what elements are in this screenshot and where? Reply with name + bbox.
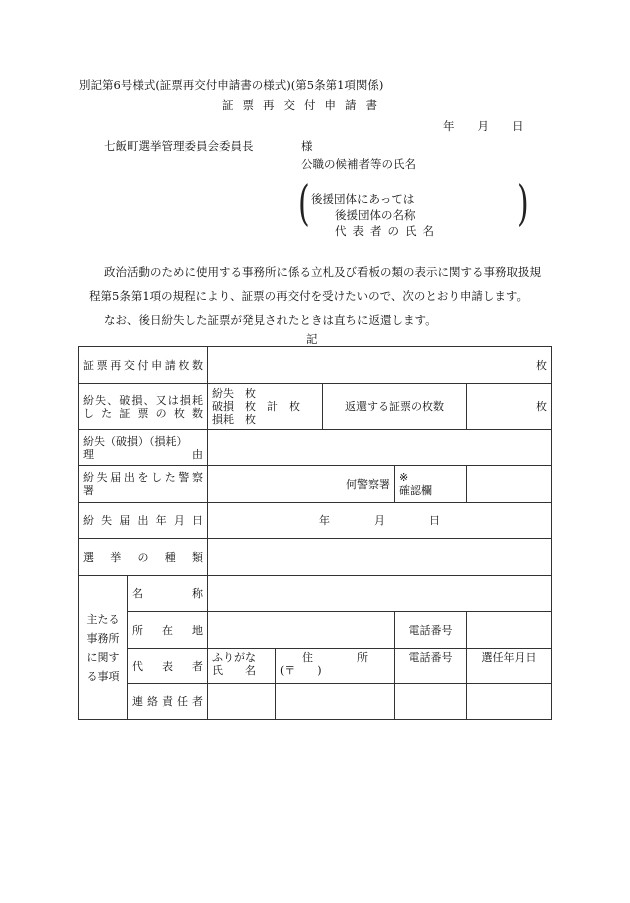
return-count-label: 返還する証票の枚数 (323, 384, 467, 430)
support-group-name-label: 後援団体の名称 (335, 208, 416, 222)
lost-count-label: 紛失、破損、又は損耗した証票の枚数 (79, 384, 208, 430)
office-name-label: 名 称 (128, 576, 208, 612)
election-type-label: 選挙の種類 (79, 539, 208, 576)
return-count-field[interactable] (467, 384, 552, 430)
left-bracket: ( (298, 176, 310, 233)
reissue-count-label: 証票再交付申請枚数 (79, 347, 208, 384)
election-type-field[interactable] (208, 539, 552, 576)
return-count-unit: 枚 (536, 400, 547, 413)
rep-name-cell[interactable]: ふりがな 氏 名 (208, 649, 276, 684)
contact-address-field[interactable] (276, 684, 395, 720)
rep-term-label: 選任年月日 (467, 649, 552, 684)
report-date-label: 紛失届出年月日 (79, 503, 208, 539)
application-form-table (78, 346, 552, 720)
main-office-section-label: 主たる 事務所 に関す る事項 (79, 576, 128, 720)
contact-name-field[interactable] (208, 684, 276, 720)
honorific: 様 (301, 139, 313, 153)
lost-count-line: 紛失 枚 (212, 387, 256, 400)
contact-person-label: 連絡責任者 (128, 684, 208, 720)
office-phone-label: 電話番号 (395, 612, 467, 649)
office-name-field[interactable] (208, 576, 552, 612)
representative-name-label: 代表者の氏名 (335, 224, 440, 238)
date-line: 年 月 日 (443, 119, 524, 133)
rep-phone-label: 電話番号 (395, 649, 467, 684)
body-line-2: 程第5条第1項の規程により、証票の再交付を受けたいので、次のとおり申請します。 (89, 289, 528, 303)
damaged-count-line: 破損 枚 計 枚 (212, 400, 300, 413)
body-line-1: 政治活動のために使用する事務所に係る立札及び看板の類の表示に関する事務取扱規 (104, 265, 541, 279)
right-bracket: ) (517, 176, 529, 233)
addressee: 七飯町選挙管理委員会委員長 (104, 139, 254, 153)
office-location-label: 所 在 地 (128, 612, 208, 649)
reissue-count-unit: 枚 (536, 358, 547, 372)
office-phone-field[interactable] (467, 612, 552, 649)
contact-term-field[interactable] (467, 684, 552, 720)
ki-mark: 記 (306, 332, 318, 346)
form-reference: 別記第6号様式(証票再交付申請書の様式)(第5条第1項関係) (79, 78, 384, 92)
contact-phone-field[interactable] (395, 684, 467, 720)
worn-count-line: 損耗 枚 (212, 413, 256, 426)
police-station-suffix: 何警察署 (346, 477, 390, 491)
reason-field[interactable] (208, 430, 552, 466)
representative-label: 代 表 者 (128, 649, 208, 684)
rep-address-cell[interactable]: 住 所 (〒 ) (276, 649, 395, 684)
confirmation-field[interactable] (467, 466, 552, 503)
reason-label: 紛失（破損）（損耗） 理 由 (79, 430, 208, 466)
lost-count-breakdown[interactable] (208, 384, 323, 430)
report-date-field[interactable] (208, 503, 552, 539)
report-date-placeholder: 年 月 日 (319, 514, 440, 527)
body-line-3: なお、後日紛失した証票が発見されたときは直ちに返還します。 (104, 313, 437, 327)
confirmation-label: ※ 確認欄 (395, 466, 467, 503)
police-station-field[interactable] (208, 466, 395, 503)
form-title: 証票再交付申請書 (222, 98, 386, 112)
office-location-field[interactable] (208, 612, 395, 649)
support-group-note: 後援団体にあっては (311, 192, 415, 206)
reissue-count-field[interactable] (208, 347, 552, 384)
candidate-name-label: 公職の候補者等の氏名 (301, 157, 416, 171)
police-station-label: 紛失届出をした警察 署 (79, 466, 208, 503)
